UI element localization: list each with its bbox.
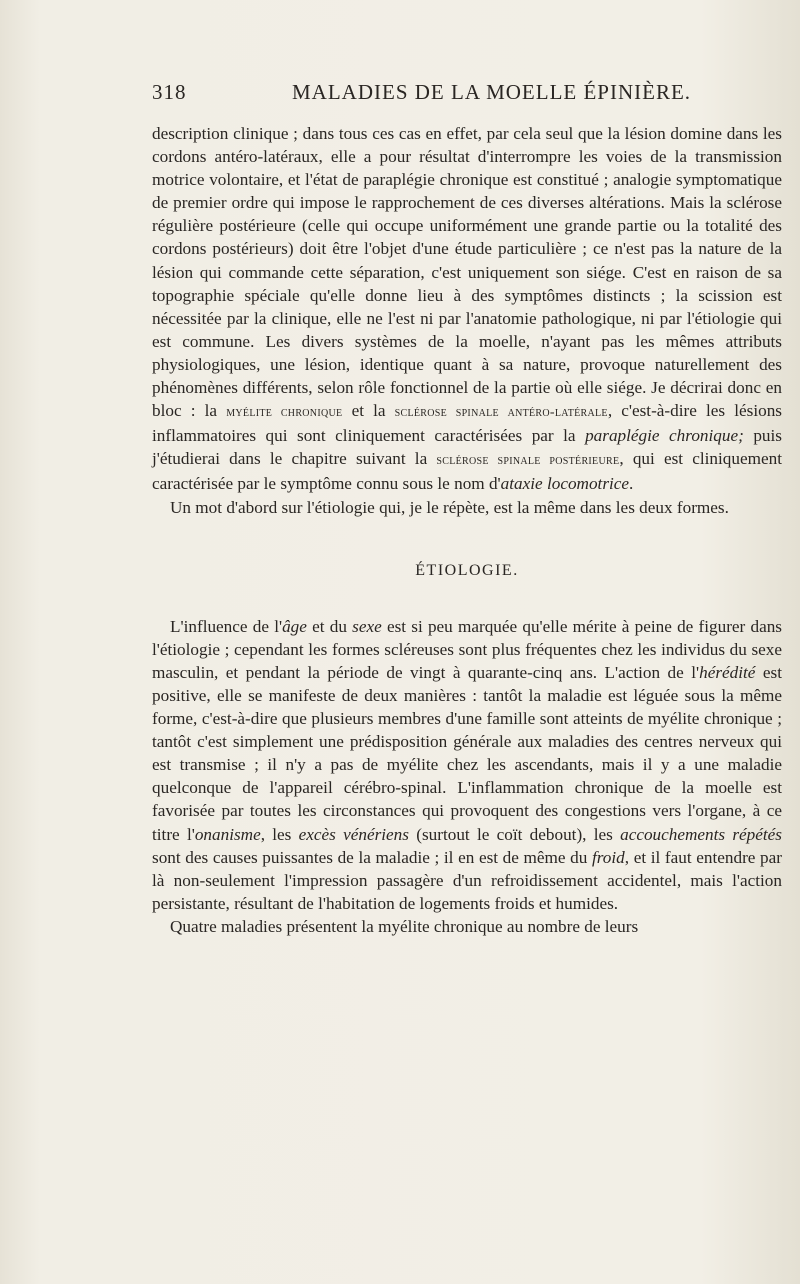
body-text xyxy=(152,122,782,938)
text-run: est si peu marquée qu'elle mérite à peine de figurer dans l'étiologie ; cependant les formes scléreuses sont plus fréquentes chez les individus du sexe masculin, et pendant la période de vingt à quarante-cinq ans. L'action de l' xyxy=(152,616,782,682)
text-run: L'influence de l' xyxy=(170,616,283,636)
text-run: . xyxy=(629,474,634,494)
small-caps-term: myélite chronique xyxy=(226,405,343,421)
small-caps-term: sclérose spinale antéro-latérale xyxy=(394,405,608,421)
running-title: MALADIES DE LA MOELLE ÉPINIÈRE. xyxy=(292,80,692,104)
italic-term: paraplégie chronique; xyxy=(585,426,744,446)
paragraph-2: Un mot d'abord sur l'étiologie qui, je le répète, est la même dans les deux formes. xyxy=(170,497,729,517)
section-heading: ÉTIOLOGIE. xyxy=(415,561,519,579)
text-run: sont des causes puissantes de la maladie ; il en est de même du xyxy=(152,847,592,867)
text-run: , qui est cliniquement caractérisée par le symptôme connu sous le nom d' xyxy=(152,449,782,494)
page-header xyxy=(152,80,695,105)
italic-term: âge xyxy=(282,616,307,636)
text-run: , c'est-à-dire les lésions inflammatoires qui sont cliniquement caractérisées par la xyxy=(152,401,782,446)
paragraph-1 xyxy=(152,122,782,496)
italic-term: ataxie locomotrice xyxy=(500,474,630,494)
paragraph-4: Quatre maladies présentent la myélite chronique au nombre de leurs xyxy=(170,916,639,936)
text-run: description clinique ; dans tous ces cas en effet, par cela seul que la lésion domine dans les cordons antéro-latéraux, elle a pour résultat d'interrompre les voies de la transmission motrice volontaire, et l'état de paraplégie chronique est constitué ; analogie symptomatique de premier ordre qui impose le rapprochement de ces diverses altérations. Mais la sclérose régulière postérieure (celle qui occupe uniformément une grande partie ou la totalité des cordons postérieurs) doit être l'objet d'une étude particulière ; ce n'est pas la nature de la lésion qui commande cette séparation, c'est uniquement son siége. C'est en raison de sa topographie spéciale qu'elle donne lieu à des symptômes distincts ; la scission est nécessitée par la clinique, elle ne l'est ni par l'anatomie pathologique, ni par l'étiologie qui est commune. Les divers systèmes de la moelle, n'ayant pas les mêmes attributs physiologiques, une lésion, identique quant à sa nature, provoque naturellement des phénomènes différents, selon rôle fonctionnel de la partie où elle siége. Je décrirai donc en bloc : la xyxy=(152,124,782,421)
italic-term: excès vénériens xyxy=(298,824,409,844)
text-run: puis j'étudierai dans le chapitre suivant la xyxy=(152,426,782,469)
italic-term: hérédité xyxy=(699,662,756,682)
page-number: 318 xyxy=(152,80,187,104)
text-run: , et il faut entendre par là non-seulement l'impression passagère d'un refroidissement accidentel, mais l'action persistante, résultant de l'habitation de logements froids et humides. xyxy=(152,847,782,913)
text-run: (surtout le coït debout), les xyxy=(408,824,621,844)
italic-term: onanisme xyxy=(194,824,261,844)
text-run: est positive, elle se manifeste de deux manières : tantôt la maladie est léguée sous la même forme, c'est-à-dire que plusieurs membres d'une famille sont atteints de myélite chronique ; tantôt c'est simplement une prédisposition générale aux maladies des centres nerveux qui est transmise ; il n'y a pas de myélite chez les ascendants, mais il y a une maladie quelconque de l'appareil cérébro-spinal. L'inflammation chronique de la moelle est favorisée par toutes les circonstances qui provoquent des congestions vers l'organe, à ce titre l' xyxy=(152,662,783,844)
italic-term: sexe xyxy=(352,616,382,636)
text-run: et la xyxy=(342,401,395,421)
small-caps-term: sclérose spinale postérieure xyxy=(436,453,620,469)
text-run: et du xyxy=(306,616,353,636)
text-run: , les xyxy=(260,824,299,844)
italic-term: accouchements répétés xyxy=(620,824,782,844)
italic-term: froid xyxy=(591,847,625,867)
paragraph-3 xyxy=(152,615,782,915)
